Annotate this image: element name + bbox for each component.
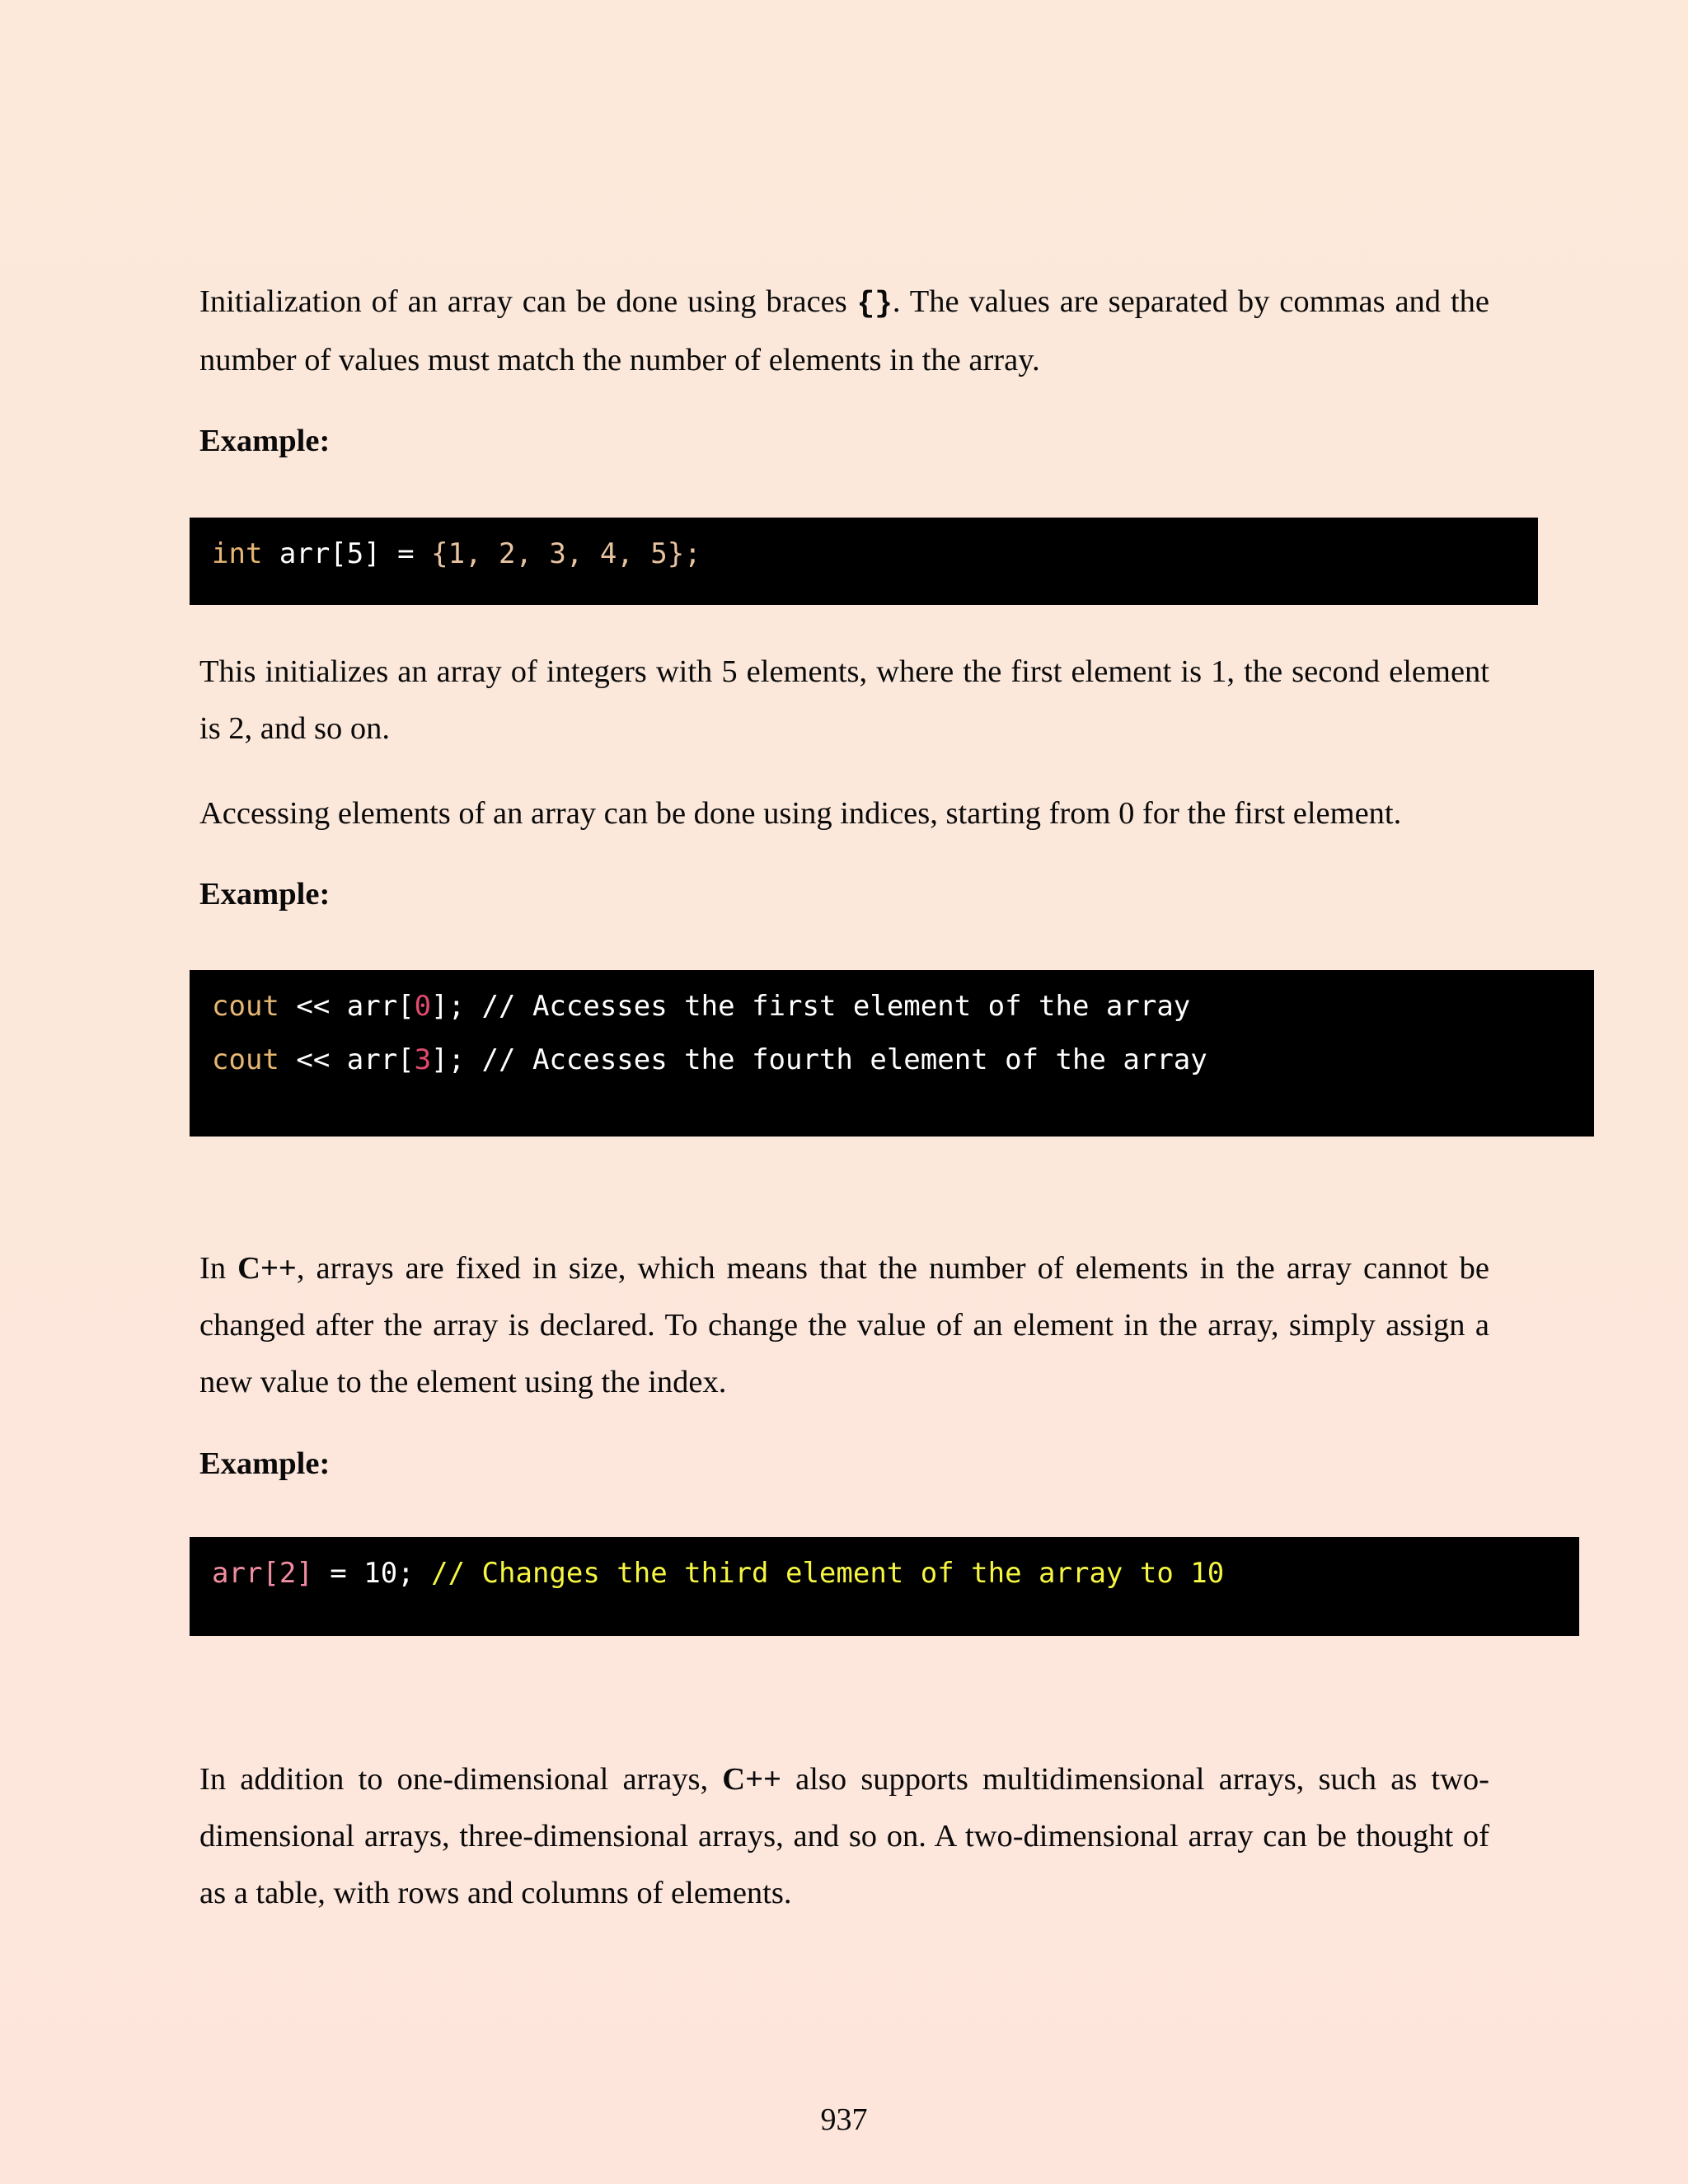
text-segment: Initialization of an array can be done using braces: [199, 284, 857, 319]
text-segment: also supports multidimensional arrays, such as two-dimensional arrays, three-dimensional arrays, and so on. A two-dimensional array can be thought of as a table, with rows and columns of elements.: [199, 1762, 1489, 1910]
text-segment: In: [199, 1251, 238, 1286]
code-block-initialization: [190, 518, 1538, 605]
paragraph-accessing: Accessing elements of an array can be done using indices, starting from 0 for the first element.: [199, 796, 1402, 831]
code-block-accessing: [190, 970, 1594, 1137]
code-text: ]; // Accesses the fourth element of the array: [431, 1043, 1207, 1076]
code-line: [212, 1033, 1594, 1087]
code-line: [212, 980, 1594, 1033]
code-line: [212, 527, 1538, 581]
code-text: ]; // Accesses the first element of the array: [431, 990, 1191, 1023]
example-label: Example:: [199, 877, 331, 912]
example-label: Example:: [199, 1446, 331, 1481]
text-segment: , arrays are fixed in size, which means that the number of elements in the array cannot be changed after the array is declared. To change the value of an element in the array, simply assign a new value to the element using the index.: [199, 1251, 1490, 1399]
code-index: 3: [414, 1043, 432, 1076]
code-keyword: cout: [212, 990, 279, 1023]
paragraph-initializes: This initializes an array of integers with 5 elements, where the first element is 1, the second element is 2, and so on.: [199, 654, 1489, 746]
page-number: 937: [820, 2102, 868, 2137]
code-values: {1, 2, 3, 4, 5};: [431, 537, 701, 570]
paragraph-multidimensional: [199, 1751, 1489, 1922]
code-text: arr[5] =: [262, 537, 432, 570]
inline-code-braces: {}: [856, 287, 893, 321]
code-block-change: [190, 1537, 1579, 1636]
text-segment: In addition to one-dimensional arrays,: [199, 1762, 723, 1797]
example-label: Example:: [199, 424, 331, 458]
code-index: 0: [414, 990, 432, 1023]
code-variable: arr[2]: [212, 1557, 313, 1590]
code-keyword: cout: [212, 1043, 279, 1076]
paragraph-initialization: [199, 274, 1489, 389]
code-keyword: int: [212, 537, 263, 570]
code-text: = 10;: [312, 1557, 432, 1590]
text-bold-cpp: C++: [722, 1762, 781, 1797]
code-comment: // Changes the third element of the array to 10: [431, 1557, 1225, 1590]
code-line: [212, 1547, 1579, 1601]
paragraph-fixed-size: [199, 1240, 1489, 1411]
code-text: << arr[: [279, 1043, 415, 1076]
code-text: << arr[: [279, 990, 415, 1023]
text-segment: . The values are separated by commas and the number of values must match the number of elements in the array.: [199, 284, 1489, 377]
text-bold-cpp: C++: [237, 1251, 297, 1286]
